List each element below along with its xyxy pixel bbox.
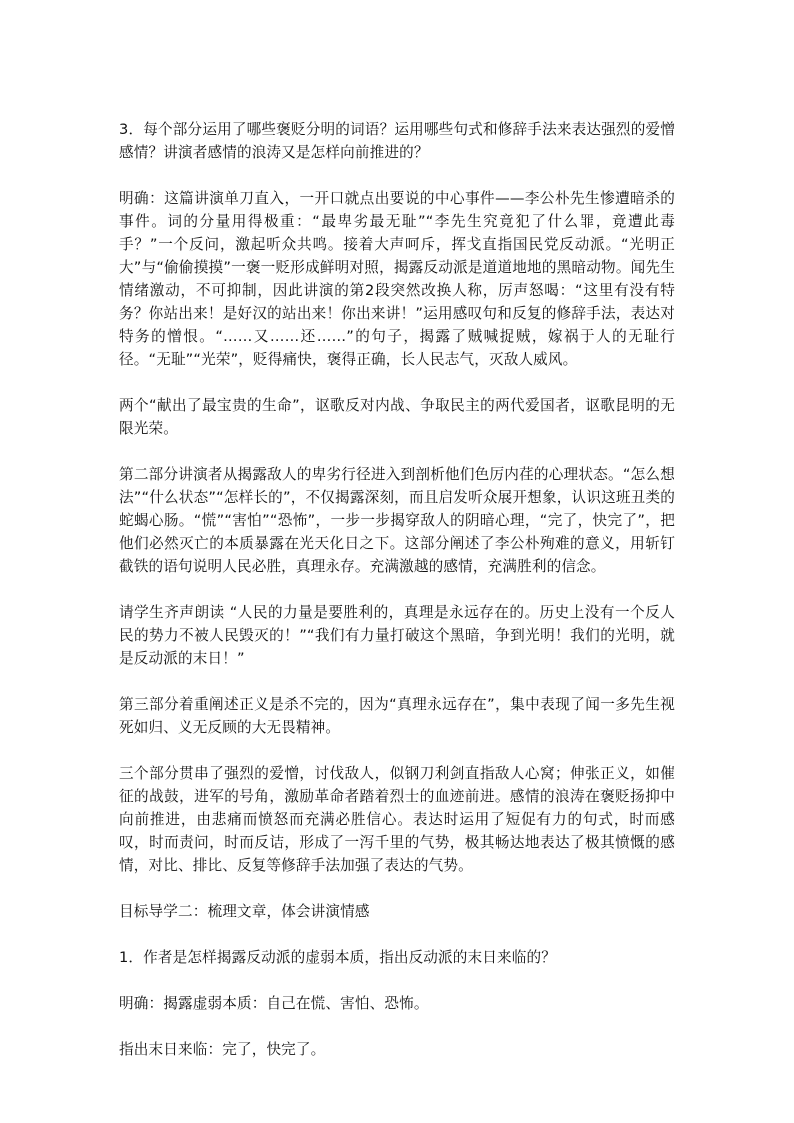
reading-instruction: 请学生齐声朗读 “人民的力量是要胜利的，真理是永远存在的。历史上没有一个反人民的势力不被人民毁灭的！”“我们有力量打破这个黑暗，争到光明！我们的光明，就是反动派的末日！” [119, 604, 675, 667]
answer-part-two: 第二部分讲演者从揭露敌人的卑劣行径进入到剖析他们色厉内荏的心理状态。“怎么想法”“什么状态”“怎样长的”，不仅揭露深刻，而且启发听众展开想象，认识这班丑类的蛇蝎心肠。“慌”“害怕”“恐怖”，一步一步揭穿敌人的阴暗心理，“完了，快完了”，把他们必然灭亡的本质暴露在光天化日之下。这部分阐述了李公朴殉难的意义，用斩钉截铁的语句说明人民必胜，真理永存。充满激越的感情，充满胜利的信念。 [119, 466, 675, 575]
question-1: 1．作者是怎样揭露反动派的虚弱本质，指出反动派的末日来临的？ [119, 949, 557, 966]
question-3: 3．每个部分运用了哪些褒贬分明的词语？运用哪些句式和修辞手法来表达强烈的爱憎感情？讲演者感情的浪涛又是怎样向前推进的？ [119, 121, 675, 161]
answer-weak-essence: 明确：揭露虚弱本质：自己在慌、害怕、恐怖。 [119, 995, 429, 1012]
answer-end-coming: 指出末日来临：完了，快完了。 [119, 1041, 326, 1058]
section-heading-goal-two: 目标导学二：梳理文章，体会讲演情感 [119, 903, 370, 920]
answer-part-one: 明确：这篇讲演单刀直入，一开口就点出要说的中心事件——李公朴先生惨遭暗杀的事件。词的分量用得极重：“最卑劣最无耻”“李先生究竟犯了什么罪，竟遭此毒手？”一个反问，激起听众共鸣。接着大声呵斥，挥戈直指国民党反动派。“光明正大”与“偷偷摸摸”一褒一贬形成鲜明对照，揭露反动派是道道地地的黑暗动物。闻先生情绪激动，不可抑制，因此讲演的第2段突然改换人称，厉声怒喝：“这里有没有特务？你站出来！是好汉的站出来！你出来讲！”运用感叹句和反复的修辞手法，表达对特务的憎恨。“……又……还……”的句子，揭露了贼喊捉贼，嫁祸于人的无耻行径。“无耻”“光荣”，贬得痛快，褒得正确，长人民志气，灭敌人威风。 [119, 190, 675, 368]
document-body [119, 118, 675, 1084]
answer-kunming: 两个“献出了最宝贵的生命”，讴歌反对内战、争取民主的两代爱国者，讴歌昆明的无限光荣。 [119, 397, 675, 437]
answer-part-three: 第三部分着重阐述正义是杀不完的，因为“真理永远存在”，集中表现了闻一多先生视死如归、义无反顾的大无畏精神。 [119, 696, 675, 736]
answer-summary: 三个部分贯串了强烈的爱憎，讨伐敌人，似钢刀利剑直指敌人心窝；伸张正义，如催征的战鼓，进军的号角，激励革命者踏着烈士的血迹前进。感情的浪涛在褒贬扬抑中向前推进，由悲痛而愤怒而充满必胜信心。表达时运用了短促有力的句式，时而感叹，时而责问，时而反诘，形成了一泻千里的气势，极其畅达地表达了极其愤慨的感情，对比、排比、反复等修辞手法加强了表达的气势。 [119, 765, 675, 874]
